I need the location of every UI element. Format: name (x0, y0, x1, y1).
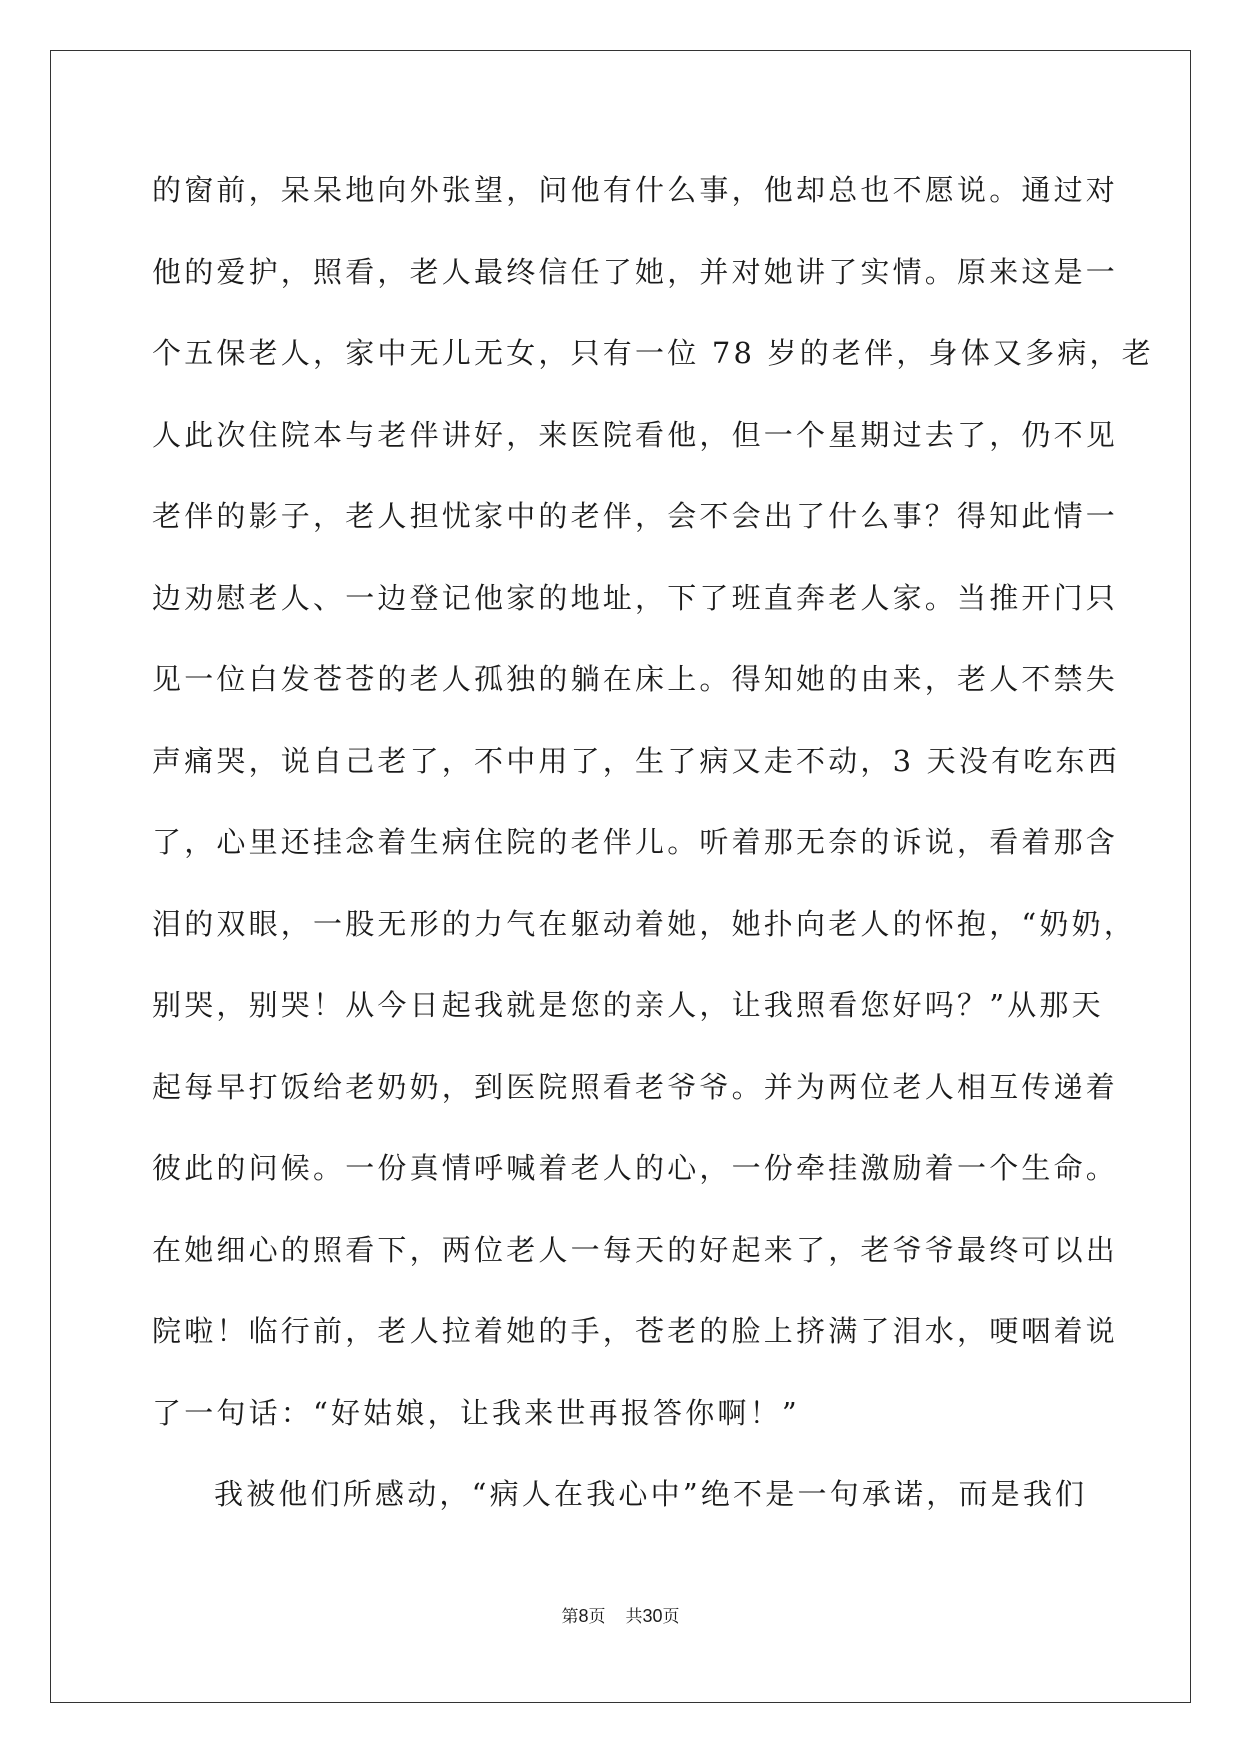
text-line: 人此次住院本与老伴讲好，来医院看他，但一个星期过去了，仍不见 (152, 417, 1119, 452)
page-footer (0, 1602, 1241, 1627)
text-line: 了一句话：“好姑娘，让我来世再报答你啊！” (152, 1395, 800, 1430)
text-line: 彼此的问候。一份真情呼喊着老人的心，一份牵挂激励着一个生命。 (152, 1151, 1119, 1185)
text-line: 了，心里还挂念着生病住院的老伴儿。听着那无奈的诉说，看着那含 (152, 825, 1119, 859)
text-line: 泪的双眼，一股无形的力气在躯动着她，她扑向老人的怀抱，“奶奶， (152, 906, 1137, 941)
text-line: 声痛哭，说自己老了，不中用了，生了病又走不动，3 天没有吃东西 (152, 743, 1120, 778)
text-line: 见一位白发苍苍的老人孤独的躺在床上。得知她的由来，老人不禁失 (152, 662, 1119, 696)
text-line: 的窗前，呆呆地向外张望，问他有什么事，他却总也不愿说。通过对 (152, 173, 1119, 207)
text-line: 起每早打饭给老奶奶，到医院照看老爷爷。并为两位老人相互传递着 (152, 1069, 1119, 1104)
page-number: 8 (578, 1606, 589, 1626)
page-prefix: 第 (561, 1607, 579, 1627)
text-line: 边劝慰老人、一边登记他家的地址，下了班直奔老人家。当推开门只 (152, 580, 1119, 615)
text-line: 别哭，别哭！从今日起我就是您的亲人，让我照看您好吗？”从那天 (152, 988, 1104, 1022)
total-prefix: 共 (625, 1607, 643, 1627)
text-line: 个五保老人，家中无儿无女，只有一位 78 岁的老伴，身体又多病，老 (152, 336, 1154, 370)
page-suffix: 页 (588, 1607, 606, 1627)
text-line: 院啦！临行前，老人拉着她的手，苍老的脸上挤满了泪水，哽咽着说 (152, 1314, 1119, 1348)
total-suffix: 页 (662, 1607, 680, 1627)
document-body (152, 165, 1154, 1551)
text-line: 在她细心的照看下，两位老人一每天的好起来了，老爷爷最终可以出 (152, 1232, 1119, 1267)
paragraph-start-line: 我被他们所感动，“病人在我心中”绝不是一句承诺，而是我们 (214, 1477, 1088, 1511)
text-line: 老伴的影子，老人担忧家中的老伴，会不会出了什么事？得知此情一 (152, 499, 1119, 533)
text-line: 他的爱护，照看，老人最终信任了她，并对她讲了实情。原来这是一 (152, 254, 1119, 289)
total-pages: 30 (642, 1606, 663, 1626)
